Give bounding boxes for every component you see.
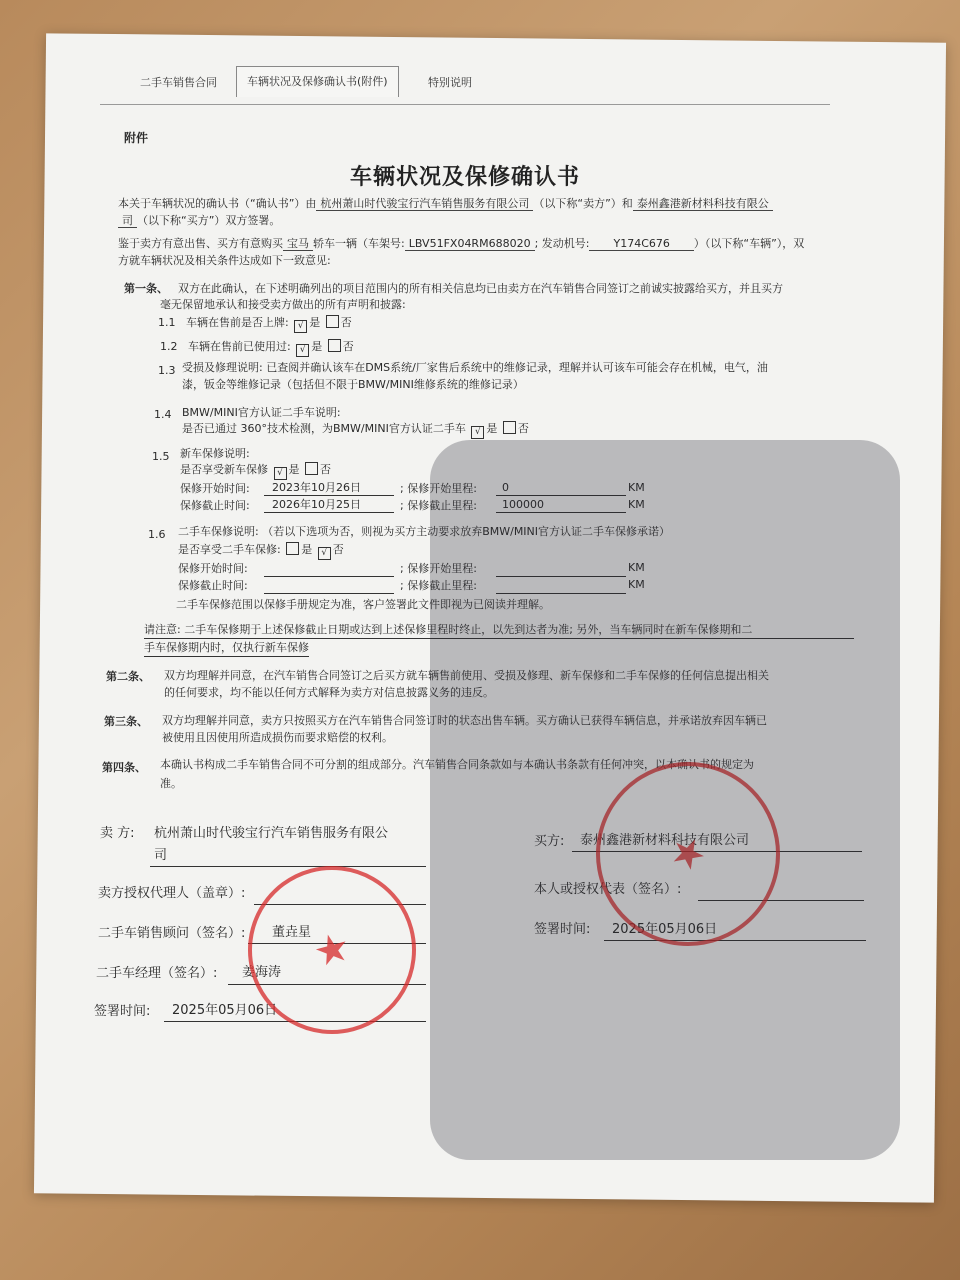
- item-1-5-title: 新车保修说明:: [180, 447, 250, 460]
- underline: [264, 512, 394, 513]
- manager-signature: 姜海涛: [242, 965, 282, 980]
- clause-1-text: 双方在此确认，在下述明确列出的项目范围内的所有相关信息均已由卖方在汽车销售合同签订之前诚实披露给买方，并且买方: [178, 282, 783, 295]
- label: 保修开始里程:: [407, 562, 477, 575]
- seller-date-label: 签署时间:: [94, 1004, 151, 1019]
- buyer-name: 泰州鑫港新材料科技有限公: [633, 197, 773, 211]
- buyer-date: 2025年05月06日: [612, 922, 718, 937]
- clause-2-label: 第二条、: [106, 670, 150, 683]
- new-warranty-end-time: 2026年10月25日: [272, 498, 361, 511]
- seller-date: 2025年05月06日: [172, 1003, 278, 1018]
- buyer-name-end: 司: [118, 214, 137, 228]
- no-label: 否: [320, 463, 331, 476]
- item-1-6-number: 1.6: [148, 528, 166, 541]
- label: 保修截止里程:: [407, 499, 477, 512]
- underline: [604, 940, 866, 941]
- manager-label: 二手车经理（签名）:: [96, 966, 218, 981]
- seller-label: 卖 方:: [100, 826, 135, 841]
- intro-text: ）（以下称“车辆”），双: [693, 237, 805, 250]
- new-warranty-start-km-label: ; 保修开始里程:: [400, 482, 477, 495]
- underline: [264, 576, 394, 577]
- item-1-6-question: [178, 542, 344, 560]
- clause-4-label: 第四条、: [102, 761, 146, 774]
- item-1-1: [158, 315, 352, 333]
- clause-4-text-2: 准。: [160, 777, 182, 790]
- used-warranty-end-km-label: ; 保修截止里程:: [400, 579, 477, 592]
- checkbox-yes[interactable]: [286, 542, 299, 555]
- intro-text: 鉴于卖方有意出售、买方有意购买: [118, 237, 283, 250]
- item-text: 是否已通过 360°技术检测，为BMW/MINI官方认证二手车: [182, 422, 466, 435]
- item-1-4-title: BMW/MINI官方认证二手车说明:: [182, 406, 341, 419]
- new-warranty-end-km-label: ; 保修截止里程:: [400, 499, 477, 512]
- clause-4-text: 本确认书构成二手车销售合同不可分割的组成部分。汽车销售合同条款如与本确认书条款有任何冲突，以本确认书的规定为: [160, 758, 754, 771]
- new-warranty-start-time: 2023年10月26日: [272, 481, 361, 494]
- clause-2-text: 双方均理解并同意，在汽车销售合同签订之后买方就车辆售前使用、受损及修理、新车保修和二手车保修的任何信息提出相关: [164, 669, 769, 682]
- tab-confirmation[interactable]: 车辆状况及保修确认书(附件): [236, 66, 399, 97]
- seller-sign-name: 杭州萧山时代骏宝行汽车销售服务有限公: [154, 826, 389, 841]
- item-text: 是否享受新车保修: [180, 463, 268, 476]
- new-warranty-start-time-label: 保修开始时间:: [180, 482, 250, 495]
- item-1-3-number: 1.3: [158, 364, 176, 377]
- brand-value: 宝马: [283, 237, 313, 251]
- seller-name: 杭州萧山时代骏宝行汽车销售服务有限公司: [316, 197, 533, 211]
- checkbox-no[interactable]: [328, 339, 341, 352]
- underline: [496, 576, 626, 577]
- km-unit: KM: [628, 481, 645, 494]
- yes-label: 是: [301, 543, 313, 556]
- buyer-sign-name: 泰州鑫港新材料科技有限公司: [580, 833, 750, 848]
- intro-text: （以下称“买方”）双方签署。: [137, 214, 281, 227]
- checkbox-no[interactable]: [503, 421, 516, 434]
- item-label: 车辆在售前是否上牌:: [186, 316, 289, 329]
- tab-sales-contract[interactable]: 二手车销售合同: [140, 76, 217, 89]
- intro-line-3: [118, 236, 848, 252]
- item-text: 是否享受二手车保修:: [178, 543, 281, 556]
- item-1-5-question: [180, 462, 331, 480]
- intro-line-1: [118, 196, 838, 212]
- label: 保修截止里程:: [407, 579, 477, 592]
- intro-text: 轿车一辆（车架号:: [313, 237, 405, 250]
- item-1-6-title: 二手车保修说明: （若以下选项为否，则视为买方主动要求放弃BMW/MINI官方认证二手车保修承诺）: [178, 525, 671, 538]
- new-warranty-start-km: 0: [502, 481, 509, 494]
- used-warranty-scope: 二手车保修范围以保修手册规定为准，客户签署此文件即视为已阅读并理解。: [176, 598, 550, 611]
- intro-text: ; 发动机号:: [534, 237, 590, 250]
- used-warranty-start-km-label: ; 保修开始里程:: [400, 562, 477, 575]
- item-label: 车辆在售前已使用过:: [188, 340, 291, 353]
- buyer-label: 买方:: [534, 834, 565, 849]
- advisor-signature: 董垚星: [272, 925, 312, 940]
- yes-label: 是: [311, 340, 323, 353]
- underline: [264, 495, 394, 496]
- new-warranty-end-time-label: 保修截止时间:: [180, 499, 250, 512]
- item-1-2: [160, 339, 354, 357]
- item-1-3-text-2: 漆，钣金等维修记录（包括但不限于BMW/MINI维修系统的维修记录）: [182, 378, 524, 391]
- underline: [496, 512, 626, 513]
- clause-3-text: 双方均理解并同意，卖方只按照买方在汽车销售合同签订时的状态出售车辆。买方确认已获得车辆信息，并承诺放弃因车辆已: [162, 714, 767, 727]
- seller-agent-label: 卖方授权代理人（盖章）:: [98, 886, 246, 901]
- item-1-3-text: 受损及修理说明: 已查阅并确认该车在DMS系统/厂家售后系统中的维修记录，理解并认可该车可能会存在机械，电气，油: [182, 361, 768, 374]
- tab-bar: [100, 62, 830, 105]
- underline: [264, 593, 394, 594]
- seller-company-seal: ★: [229, 847, 435, 1053]
- no-label: 否: [332, 543, 344, 556]
- item-number: 1.2: [160, 340, 178, 353]
- checkbox-yes[interactable]: √: [294, 320, 307, 333]
- buyer-company-seal: ★: [581, 747, 794, 960]
- underline: [150, 866, 426, 867]
- intro-line-2: [118, 213, 280, 229]
- yes-label: 是: [309, 316, 321, 329]
- checkbox-yes[interactable]: √: [296, 344, 309, 357]
- km-unit: KM: [628, 561, 645, 574]
- used-warranty-end-time-label: 保修截止时间:: [178, 579, 248, 592]
- seller-sign-name-end: 司: [154, 848, 168, 863]
- checkbox-yes[interactable]: √: [274, 467, 287, 480]
- attachment-label: 附件: [124, 131, 149, 145]
- advisor-label: 二手车销售顾问（签名）:: [98, 926, 246, 941]
- checkbox-no[interactable]: [326, 315, 339, 328]
- item-1-4-number: 1.4: [154, 408, 172, 421]
- clause-1-label: 第一条、: [124, 282, 168, 295]
- checkbox-no[interactable]: √: [318, 547, 331, 560]
- engine-value: Y174C676: [589, 237, 693, 251]
- no-label: 否: [517, 422, 529, 435]
- intro-text: （以下称“卖方”）和: [533, 197, 633, 210]
- km-unit: KM: [628, 498, 645, 511]
- clause-3-text-2: 被使用且因使用所造成损伤而要求赔偿的权利。: [162, 731, 393, 744]
- clause-1-text-2: 毫无保留地承认和接受卖方做出的所有声明和披露:: [160, 298, 406, 311]
- checkbox-yes[interactable]: √: [471, 426, 484, 439]
- item-1-4-question: [182, 421, 529, 439]
- item-number: 1.1: [158, 316, 176, 329]
- clause-2-text-2: 的任何要求，均不能以任何方式解释为卖方对信息披露义务的违反。: [164, 686, 494, 699]
- intro-text: 本关于车辆状况的确认书（“确认书”）由: [118, 197, 317, 210]
- km-unit: KM: [628, 578, 645, 591]
- intro-line-4: 方就车辆状况及相关条件达成如下一致意见:: [118, 254, 331, 267]
- no-label: 否: [342, 340, 354, 353]
- item-1-5-number: 1.5: [152, 450, 170, 463]
- underline: [496, 593, 626, 594]
- yes-label: 是: [486, 422, 498, 435]
- underline: [496, 495, 626, 496]
- vin-value: LBV51FX04RM688020: [405, 237, 535, 251]
- yes-label: 是: [288, 463, 300, 476]
- page-title: 车辆状况及保修确认书: [350, 165, 581, 190]
- no-label: 否: [340, 316, 352, 329]
- new-warranty-end-km: 100000: [502, 498, 544, 511]
- checkbox-no[interactable]: [305, 462, 318, 475]
- tab-special-notes[interactable]: 特别说明: [428, 76, 472, 89]
- used-warranty-start-time-label: 保修开始时间:: [178, 562, 248, 575]
- warranty-note-line-1: 请注意: 二手车保修期于上述保修截止日期或达到上述保修里程时终止，以先到达者为准; 另外，当车辆同时在新车保修期和二: [144, 622, 854, 639]
- label: 保修开始里程:: [407, 482, 477, 495]
- clause-3-label: 第三条、: [104, 715, 148, 728]
- buyer-rep-label: 本人或授权代表（签名）:: [534, 882, 682, 897]
- warranty-note-line-2: 手车保修期内时，仅执行新车保修: [144, 640, 309, 657]
- buyer-date-label: 签署时间:: [534, 922, 591, 937]
